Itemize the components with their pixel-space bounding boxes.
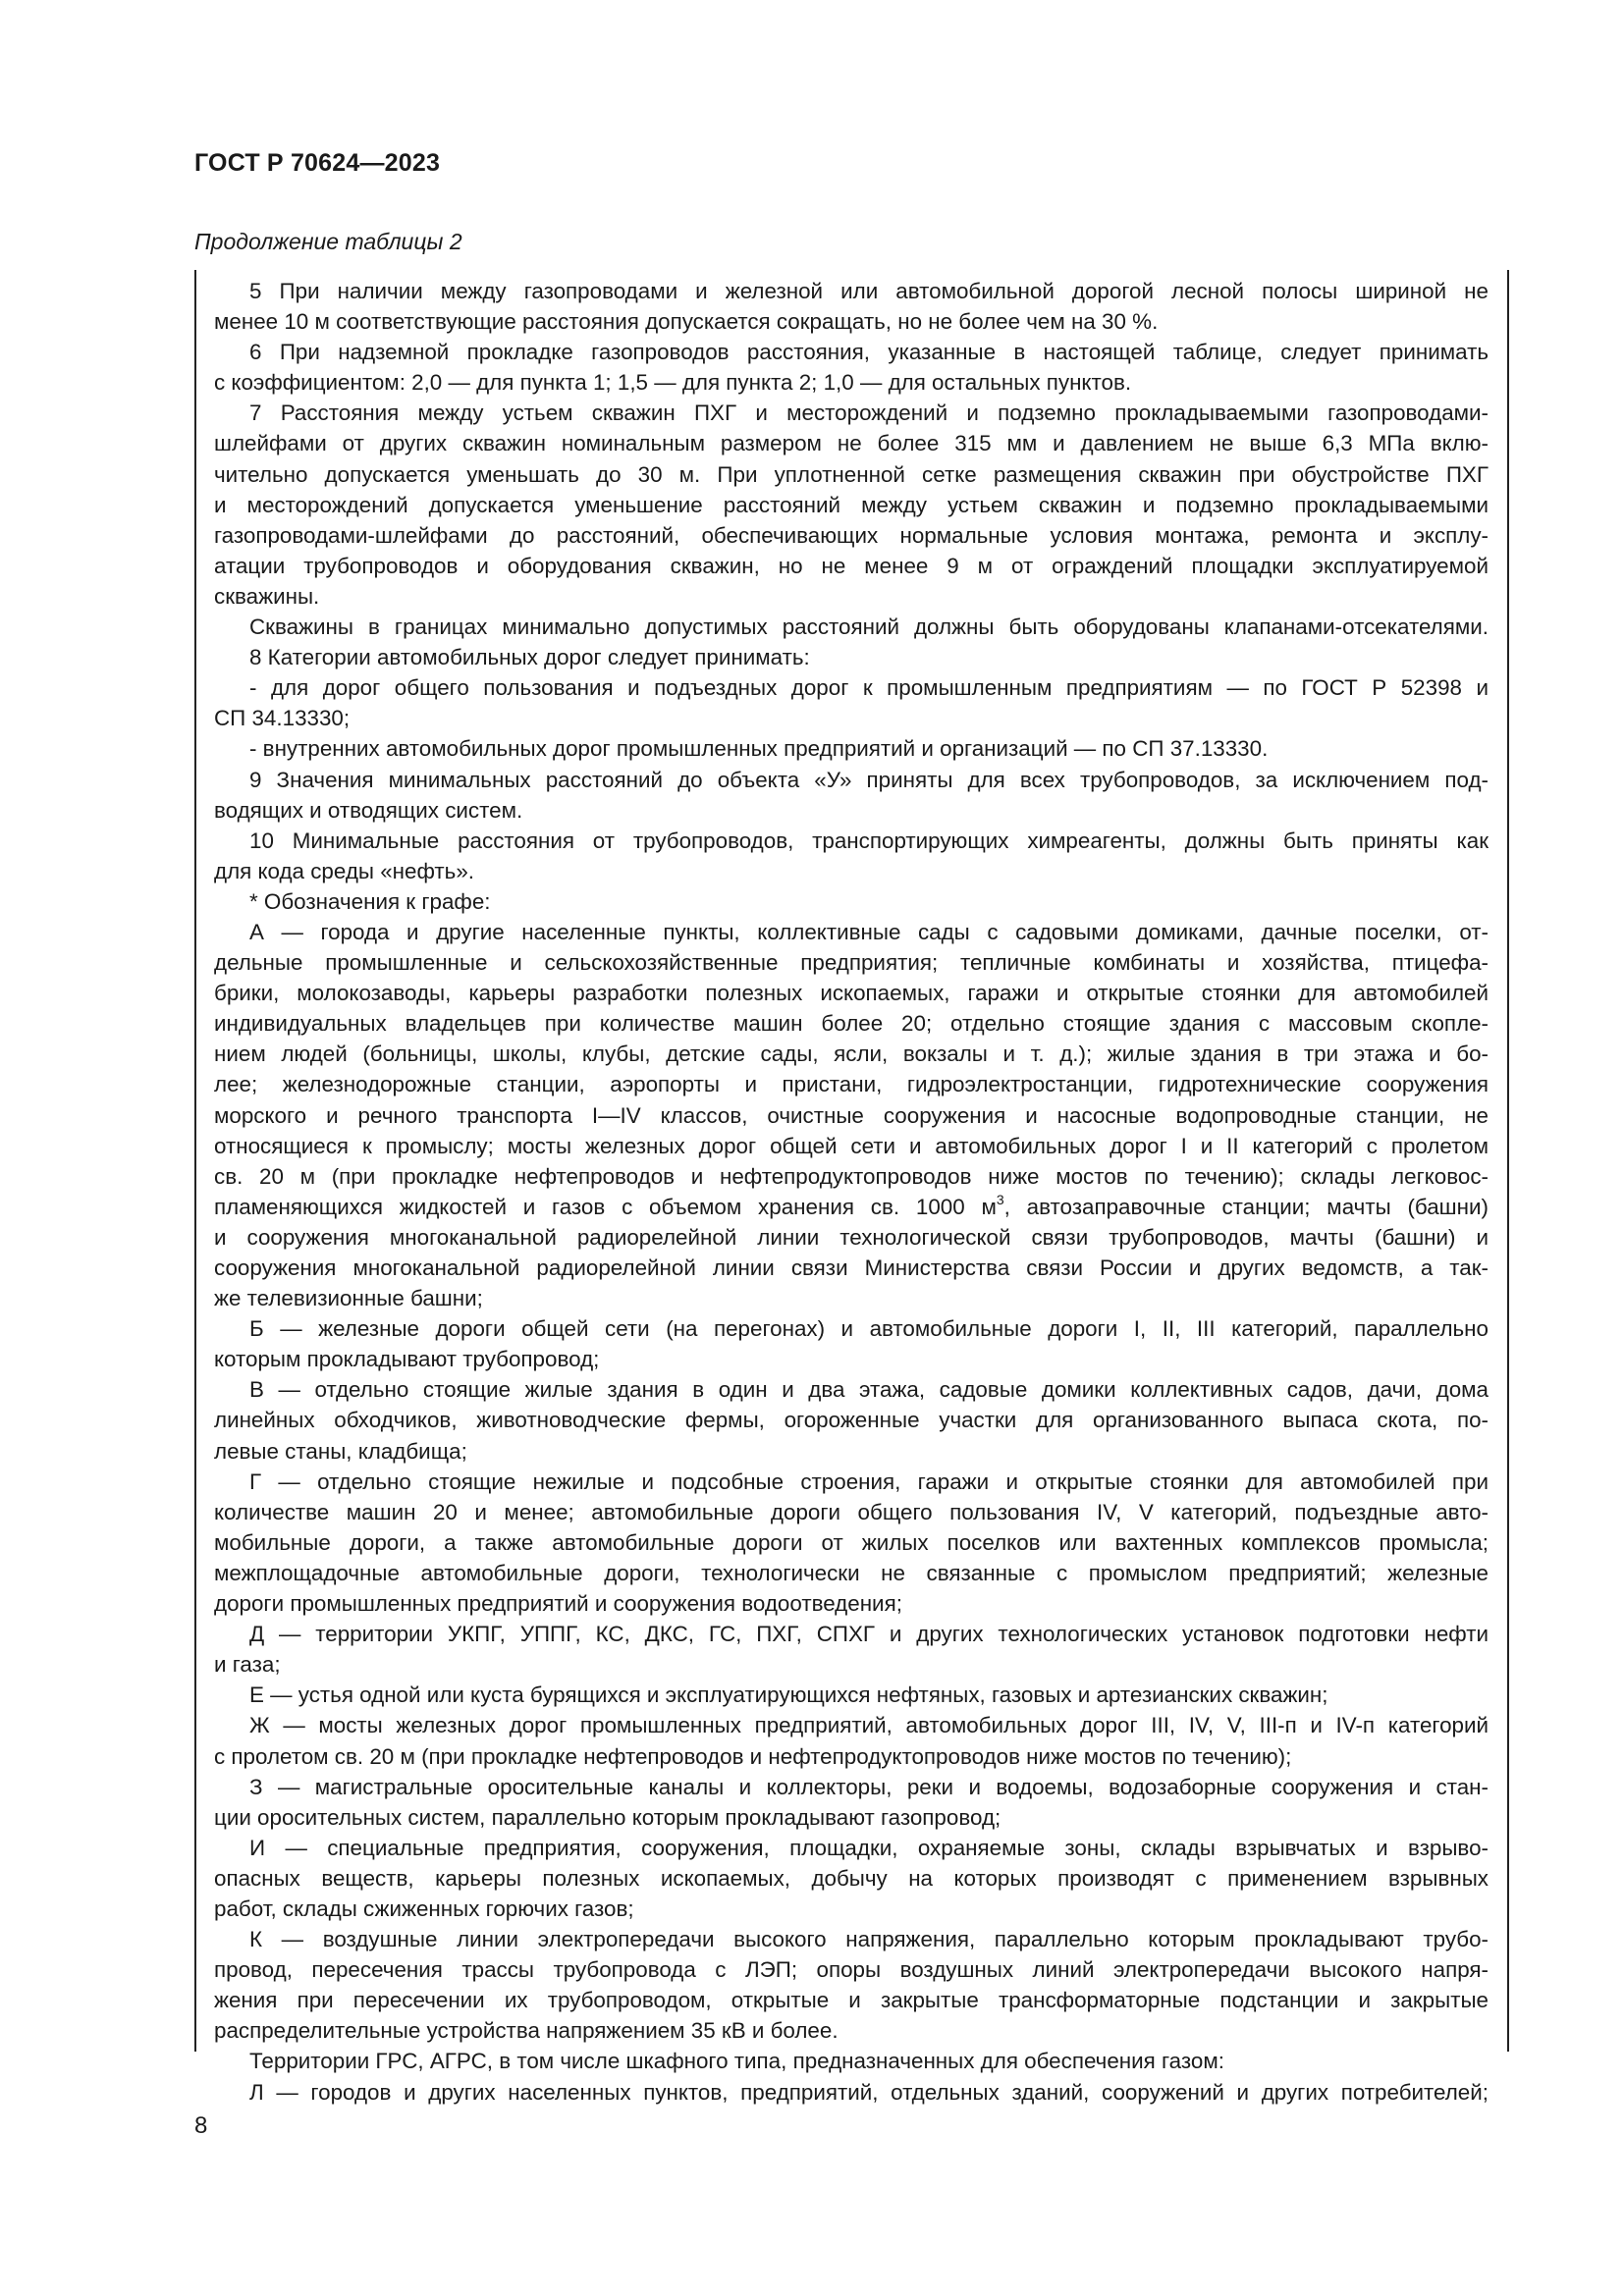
note-line-text: св. 20 м (при прокладке нефтепроводов и нефтепродуктопроводов ниже мостов по течению); склады легковос- [214, 1163, 1489, 1189]
note-line [214, 1467, 1489, 1497]
note-line-text: для кода среды «нефть». [214, 858, 475, 883]
note-line [214, 1161, 1489, 1192]
note-line [214, 1833, 1489, 1863]
note-line-text: газопроводами-шлейфами до расстояний, обеспечивающих нормальные условия монтажа, ремонта и эксплу- [214, 522, 1489, 548]
note-line-text: 6 При надземной прокладке газопроводов расстояния, указанные в настоящей таблице, следует принимать [249, 340, 1489, 365]
note-line-text-continued: , автозаправочные станции; мачты (башни) [1003, 1194, 1489, 1219]
note-line [214, 886, 1489, 917]
note-line-text: индивидуальных владельцев при количестве машин более 20; отдельно стоящие здания с массовым скопле- [214, 1011, 1489, 1037]
note-line-text: лее; железнодорожные станции, аэропорты и пристани, гидроэлектростанции, гидротехнические сооружения [214, 1072, 1489, 1097]
note-line-text: жения при пересечении их трубопроводом, открытые и закрытые трансформаторные подстанции и закрытые [214, 1988, 1489, 2013]
note-line-text: - внутренних автомобильных дорог промышленных предприятий и организаций — по СП 37.13330. [249, 736, 1269, 762]
note-line-text: провод, пересечения трассы трубопровода с ЛЭП; опоры воздушных линий электропередачи высокого напря- [214, 1957, 1489, 1983]
note-line [214, 1710, 1489, 1740]
note-line-text: Б — железные дороги общей сети (на перегонах) и автомобильные дороги I, II, III категорий, параллельно [249, 1316, 1489, 1342]
note-line-text: скважины. [214, 583, 320, 609]
note-line [214, 1436, 1489, 1467]
note-line [214, 459, 1489, 490]
note-line-text: и месторождений допускается уменьшение расстояний между устьем скважин и подземно прокладываемыми [214, 492, 1489, 517]
note-line-text: 8 Категории автомобильных дорог следует принимать: [249, 645, 810, 670]
note-line-text: 5 При наличии между газопроводами и железной или автомобильной дорогой лесной полосы шириной не [249, 279, 1489, 303]
note-line-text: нием людей (больницы, школы, клубы, детские сады, ясли, вокзалы и т. д.); жилые здания в три этажа и бо- [214, 1041, 1489, 1067]
note-line [214, 1405, 1489, 1435]
table-notes [214, 276, 1489, 2108]
note-line-text: пламеняющихся жидкостей и газов с объемом хранения св. 1000 м [214, 1194, 997, 1219]
note-line-text: опасных веществ, карьеры полезных ископаемых, добычу на которых производят с применением взрывных [214, 1865, 1489, 1891]
note-line-text: с пролетом св. 20 м (при прокладке нефтепроводов и нефтепродуктопроводов ниже мостов по течению); [214, 1743, 1292, 1769]
note-line [214, 337, 1489, 367]
note-line-text: ции оросительных систем, параллельно которым прокладывают газопровод; [214, 1804, 1001, 1830]
note-line-text: СП 34.13330; [214, 706, 351, 731]
note-line [214, 428, 1489, 458]
note-line [214, 520, 1489, 551]
note-line [214, 917, 1489, 947]
note-line [214, 1039, 1489, 1069]
note-line-text: мобильные дороги, а также автомобильные дороги от жилых поселков или вахтенных комплексов промысла; [214, 1529, 1489, 1555]
note-line [214, 1192, 1489, 1222]
note-line-text: Е — устья одной или куста бурящихся и эксплуатирующихся нефтяных, газовых и артезианских скважин; [249, 1682, 1328, 1708]
note-line [214, 551, 1489, 581]
note-line-text: Л — городов и других населенных пунктов, предприятий, отдельных зданий, сооружений и других потребителей; [249, 2079, 1489, 2105]
note-line [214, 978, 1489, 1008]
note-line-text: К — воздушные линии электропередачи высокого напряжения, параллельно которым прокладывают трубо- [249, 1927, 1489, 1952]
note-line [214, 1497, 1489, 1527]
note-line-text: менее 10 м соответствующие расстояния допускается сокращать, но не более чем на 30 %. [214, 309, 1159, 335]
note-line-text: - для дорог общего пользования и подъездных дорог к промышленным предприятиям — по ГОСТ Р 52398 и [249, 675, 1489, 701]
note-line-text: В — отдельно стоящие жилые здания в один и два этажа, садовые домики коллективных садов, дачи, дома [249, 1377, 1489, 1403]
note-line [214, 581, 1489, 612]
note-line [214, 1222, 1489, 1253]
note-line-text: Д — территории УКПГ, УППГ, КС, ДКС, ГС, ПХГ, СПХГ и других технологических установок подготовки нефти [249, 1622, 1489, 1647]
note-line-text: левые станы, кладбища; [214, 1438, 467, 1464]
note-line-text: межплощадочные автомобильные дороги, технологически не связанные с промыслом предприятий; железные [214, 1560, 1489, 1585]
note-line-text: дороги промышленных предприятий и сооружения водоотведения; [214, 1591, 902, 1617]
note-line [214, 2015, 1489, 2046]
note-line [214, 2077, 1489, 2108]
note-line-text: шлейфами от других скважин номинальным размером не более 315 мм и давлением не выше 6,3 МПа вклю- [214, 431, 1489, 456]
note-line [214, 672, 1489, 703]
note-line-text: относящиеся к промыслу; мосты железных дорог общей сети и автомобильных дорог I и II категорий с пролетом [214, 1133, 1489, 1158]
note-line [214, 1741, 1489, 1772]
note-line-text: водящих и отводящих систем. [214, 797, 523, 823]
note-line-text: которым прокладывают трубопровод; [214, 1347, 600, 1372]
note-line [214, 1100, 1489, 1131]
note-line-text: и сооружения многоканальной радиорелейной линии технологической связи трубопроводов, мачты (башни) и [214, 1224, 1489, 1250]
note-line [214, 826, 1489, 856]
note-line [214, 1131, 1489, 1161]
note-line-text: 7 Расстояния между устьем скважин ПХГ и месторождений и подземно прокладываемыми газопроводами- [249, 400, 1489, 426]
note-line-text: Ж — мосты железных дорог промышленных предприятий, автомобильных дорог III, IV, V, III-п и IV-п категорий [249, 1713, 1489, 1738]
note-line-text: с коэффициентом: 2,0 — для пункта 1; 1,5 — для пункта 2; 1,0 — для остальных пунктов. [214, 370, 1132, 396]
note-line [214, 733, 1489, 764]
note-line [214, 1069, 1489, 1099]
note-line [214, 1619, 1489, 1649]
note-line-text: атации трубопроводов и оборудования скважин, но не менее 9 м от ограждений площадки эксплуатируемой [214, 553, 1489, 578]
table-continuation-caption: Продолжение таблицы 2 [194, 229, 462, 254]
note-line [214, 1863, 1489, 1894]
note-line [214, 1344, 1489, 1374]
note-line-text: брики, молокозаводы, карьеры разработки полезных ископаемых, гаражи и открытые стоянки для автомобилей [214, 981, 1489, 1006]
note-line [214, 1588, 1489, 1619]
document-standard-title: ГОСТ Р 70624—2023 [194, 149, 441, 177]
note-line-text: чительно допускается уменьшать до 30 м. При уплотненной сетке размещения скважин при обустройстве ПХГ [214, 461, 1489, 487]
note-line [214, 1558, 1489, 1588]
note-line [214, 306, 1489, 337]
note-line [214, 1924, 1489, 1954]
note-line-text: работ, склады сжиженных горючих газов; [214, 1896, 634, 1921]
note-line-text: А — города и другие населенные пункты, коллективные сады с садовыми домиками, дачные поселки, от- [249, 919, 1489, 944]
note-line-text: и газа; [214, 1652, 281, 1678]
note-line-text: сооружения многоканальной радиорелейной линии связи Министерства связи России и других ведомств, а так- [214, 1255, 1489, 1280]
note-line [214, 856, 1489, 886]
note-line [214, 703, 1489, 733]
page-number: 8 [194, 2112, 208, 2139]
note-line [214, 1008, 1489, 1039]
note-line-text: Территории ГРС, АГРС, в том числе шкафного типа, предназначенных для обеспечения газом: [249, 2049, 1224, 2074]
note-line [214, 1802, 1489, 1833]
note-line [214, 1313, 1489, 1344]
note-line [214, 1283, 1489, 1313]
note-line-text: же телевизионные башни; [214, 1286, 483, 1311]
note-line-text: 9 Значения минимальных расстояний до объекта «У» приняты для всех трубопроводов, за исключением под- [249, 767, 1489, 792]
note-line [214, 765, 1489, 795]
note-line [214, 1954, 1489, 1985]
note-line-text: И — специальные предприятия, сооружения, площадки, охраняемые зоны, склады взрывчатых и взрыво- [249, 1835, 1489, 1860]
note-line [214, 795, 1489, 826]
note-line-text: морского и речного транспорта I—IV классов, очистные сооружения и насосные водопроводные станции, не [214, 1102, 1489, 1128]
note-line-text: линейных обходчиков, животноводческие фермы, огороженные участки для организованного выпаса скота, по- [214, 1408, 1489, 1433]
note-line-text: З — магистральные оросительные каналы и коллекторы, реки и водоемы, водозаборные сооружения и стан- [249, 1774, 1489, 1799]
note-line [214, 1985, 1489, 2015]
note-line [214, 1680, 1489, 1710]
note-line [214, 1527, 1489, 1558]
note-line [214, 947, 1489, 978]
note-line [214, 1649, 1489, 1680]
note-line [214, 1253, 1489, 1283]
note-line-text: * Обозначения к графе: [249, 888, 491, 914]
note-line [214, 367, 1489, 398]
note-line-text: количестве машин 20 и менее; автомобильные дороги общего пользования IV, V категорий, подъездные авто- [214, 1499, 1489, 1524]
superscript: 3 [996, 1192, 1004, 1208]
note-line [214, 276, 1489, 306]
note-line-text: 10 Минимальные расстояния от трубопроводов, транспортирующих химреагенты, должны быть приняты как [249, 828, 1489, 853]
note-line-text: Г — отдельно стоящие нежилые и подсобные строения, гаражи и открытые стоянки для автомобилей при [249, 1468, 1489, 1494]
note-line [214, 612, 1489, 642]
note-line-text: дельные промышленные и сельскохозяйственные предприятия; тепличные комбинаты и хозяйства, птицефа- [214, 950, 1489, 976]
note-line-text: распределительные устройства напряжением 35 кВ и более. [214, 2018, 839, 2044]
note-line [214, 1772, 1489, 1802]
note-line [214, 642, 1489, 672]
note-line [214, 1374, 1489, 1405]
note-line [214, 1894, 1489, 1924]
note-line [214, 490, 1489, 520]
note-line-text: Скважины в границах минимально допустимых расстояний должны быть оборудованы клапанами-отсекателями. [249, 614, 1489, 640]
note-line [214, 2046, 1489, 2076]
note-line [214, 398, 1489, 428]
